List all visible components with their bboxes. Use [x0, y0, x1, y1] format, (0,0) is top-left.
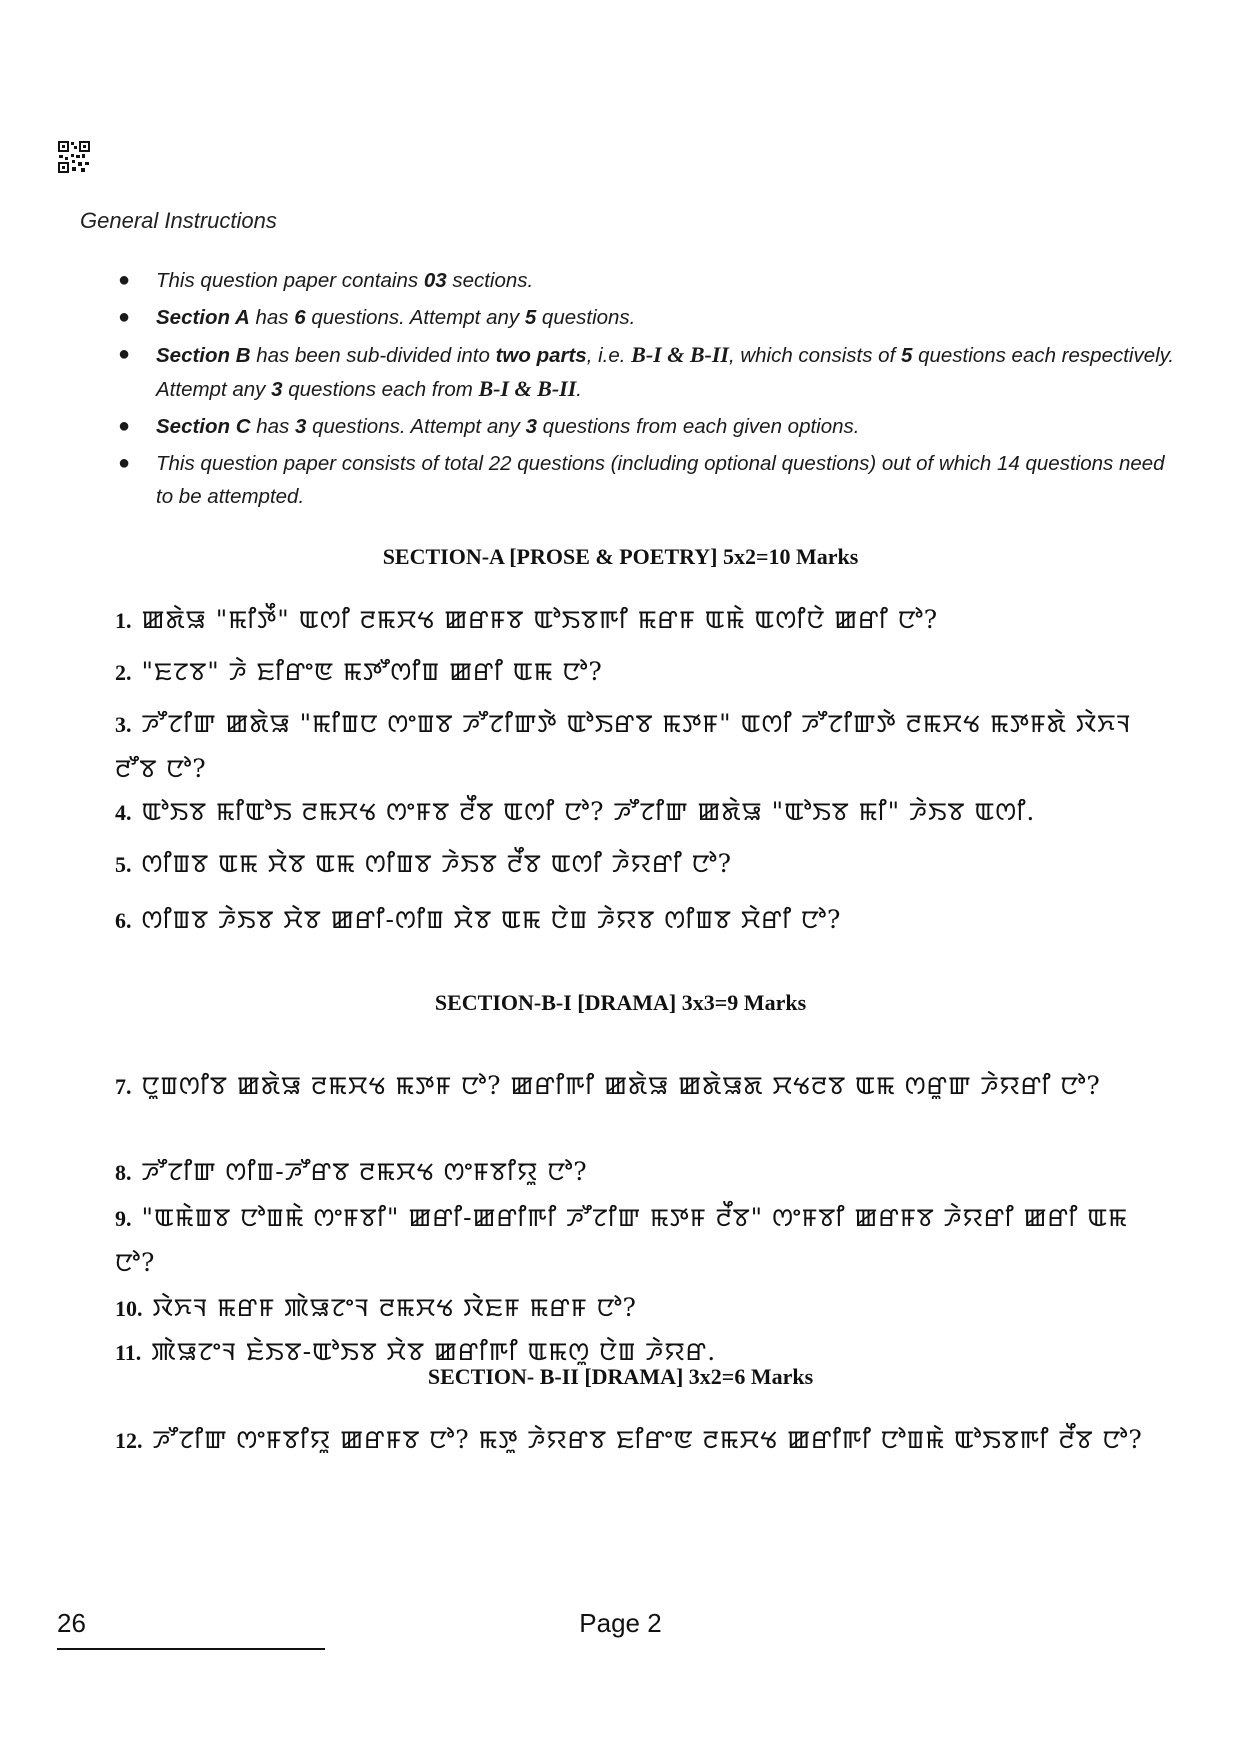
question-text: ꯑꯣꯏꯕ ꯃꯤꯑꯣꯏ ꯂꯃꯆꯠ ꯁꯦꯝꯕ ꯂꯩꯕ ꯑꯁꯤ ꯅꯣ? ꯍꯧꯖꯤꯛ ꯀꯗꯥꯎ "ꯑꯣꯏꯕ ꯃꯤ" ꯍꯥꯏꯕ ꯑꯁꯤ. — [141, 797, 1036, 826]
question-number: 10. — [115, 1296, 143, 1321]
instruction-item — [118, 301, 1178, 334]
instruction-emphasis: Section C — [156, 415, 251, 438]
instruction-text: has been sub-divided into — [250, 344, 496, 367]
instruction-emphasis: Section B — [156, 344, 251, 367]
instruction-emphasis: Section A — [156, 306, 250, 329]
instruction-text: , i.e. — [586, 344, 632, 367]
question-text: ꯁꯤꯡꯕ ꯍꯥꯏꯕ ꯆꯥꯕ ꯀꯔꯤ-ꯁꯤꯡ ꯆꯥꯕ ꯑꯃ ꯅꯥꯡ ꯍꯥꯌꯕ ꯁꯤꯡꯕ ꯆꯥꯔꯤ ꯅꯣ? — [141, 905, 842, 934]
question-text: "ꯐꯖꯕ" ꯍꯥ ꯐꯤꯔꯦꯟ ꯃꯇꯧꯁꯤꯡ ꯀꯔꯤ ꯑꯃ ꯅꯣ? — [141, 657, 603, 686]
instruction-emphasis: 3 — [525, 415, 537, 438]
instruction-text: This question paper consists of total 22 questions (including optional questions) out of which 14 questions need to be attempted. — [156, 452, 1165, 508]
question-text: ꯋꯥꯈꯜ ꯃꯔꯝ ꯄꯥꯎꯖꯦꯜ ꯂꯃꯆꯠ ꯋꯥꯐꯝ ꯃꯔꯝ ꯅꯣ? — [152, 1293, 637, 1322]
instruction-text: questions from each given options. — [536, 415, 860, 438]
instruction-text: questions. Attempt any — [305, 306, 525, 329]
instruction-text: This question paper contains — [156, 269, 424, 292]
question-text: ꯍꯧꯖꯤꯛ ꯁꯦꯝꯕꯤꯌꯨ ꯀꯔꯝꯕ ꯅꯣ? ꯃꯇꯨ ꯍꯥꯌꯔꯕ ꯐꯤꯔꯦꯟ ꯂꯃꯆꯠ ꯀꯔꯤꯒꯤ ꯅꯣꯡꯃꯥ ꯑꯣꯏꯕꯒꯤ ꯂꯩꯕ ꯅꯣ? — [152, 1425, 1143, 1454]
question-number: 1. — [115, 608, 132, 633]
instruction-text: , which consists of — [728, 344, 901, 367]
question-1 — [115, 598, 1175, 643]
footer-divider — [57, 1648, 325, 1650]
instruction-emphasis: 3 — [271, 378, 283, 401]
instruction-text: . — [576, 378, 582, 401]
instruction-item — [118, 410, 1178, 443]
section-b2-heading: SECTION- B-II [DRAMA] 3x2=6 Marks — [427, 1364, 814, 1389]
question-text: ꯄꯥꯎꯖꯦꯜ ꯐꯥꯏꯕ-ꯑꯣꯏꯕ ꯆꯥꯕ ꯀꯔꯤꯒꯤ ꯑꯃꯁꯨ ꯅꯥꯡ ꯍꯥꯌꯔ. — [151, 1337, 717, 1366]
instruction-emphasis: two parts — [495, 344, 587, 367]
general-instructions-title: General Instructions — [80, 208, 277, 233]
question-text: "ꯑꯃꯥꯡꯕ ꯅꯣꯡꯃꯥ ꯁꯦꯝꯕꯤ" ꯀꯔꯤ-ꯀꯔꯤꯒꯤ ꯍꯧꯖꯤꯛ ꯃꯇꯝ ꯂꯩꯕ" ꯁꯦꯝꯕꯤ ꯀꯔꯝꯕ ꯍꯥꯌꯔꯤ ꯀꯔꯤ ꯑꯃ ꯅꯣ? — [115, 1203, 1128, 1277]
question-number: 6. — [115, 908, 132, 933]
question-number: 12. — [115, 1428, 143, 1453]
instruction-text: has — [250, 415, 295, 438]
bullet-icon: ● — [118, 306, 131, 328]
instruction-emphasis: B-I & B-II — [478, 376, 577, 401]
instructions-list — [118, 264, 1178, 517]
question-number: 4. — [115, 800, 132, 825]
paper-code: 26 — [57, 1608, 86, 1638]
question-2 — [115, 650, 1175, 695]
question-7 — [115, 1064, 1175, 1109]
qr-code-icon — [57, 140, 91, 174]
question-number: 8. — [115, 1160, 132, 1185]
bullet-icon: ● — [118, 452, 131, 474]
instruction-emphasis: 03 — [423, 269, 447, 292]
instruction-item — [118, 447, 1178, 513]
question-number: 7. — [115, 1074, 132, 1099]
question-text: ꯅꯨꯡꯁꯤꯕ ꯀꯗꯥꯎ ꯂꯃꯆꯠ ꯃꯇꯝ ꯅꯣ? ꯀꯔꯤꯒꯤ ꯀꯗꯥꯎ ꯀꯗꯥꯎꯗ ꯆꯠꯂꯕ ꯑꯃ ꯁꯔꯨꯛ ꯍꯥꯌꯔꯤ ꯅꯣ? — [141, 1071, 1101, 1100]
question-5 — [115, 842, 1175, 887]
instruction-text: has — [249, 306, 295, 329]
question-text: ꯀꯗꯥꯎ "ꯃꯤꯇꯩ" ꯑꯁꯤ ꯂꯃꯆꯠ ꯀꯔꯝꯕ ꯑꯣꯏꯕꯒꯤ ꯃꯔꯝ ꯑꯃꯥ ꯑꯁꯤꯅꯥ ꯀꯔꯤ ꯅꯣ? — [141, 605, 939, 634]
instruction-emphasis: 5 — [900, 344, 913, 367]
question-number: 9. — [115, 1206, 132, 1231]
question-text: ꯍꯧꯖꯤꯛ ꯀꯗꯥꯎ "ꯃꯤꯡꯅ ꯁꯦꯡꯕ ꯍꯧꯖꯤꯛꯇꯥ ꯑꯣꯏꯔꯕ ꯃꯇꯝ" ꯑꯁꯤ ꯍꯧꯖꯤꯛꯇꯥ ꯂꯃꯆꯠ ꯃꯇꯝꯗꯥ ꯋꯥꯈꯜ ꯂꯧꯕ ꯅꯣ? — [115, 709, 1132, 783]
instruction-item — [118, 264, 1178, 297]
section-b1-heading: SECTION-B-I [DRAMA] 3x3=9 Marks — [434, 990, 807, 1015]
instruction-emphasis: 6 — [294, 306, 306, 329]
section-a-heading: SECTION-A [PROSE & POETRY] 5x2=10 Marks — [382, 544, 859, 569]
question-8 — [115, 1150, 1175, 1195]
bullet-icon: ● — [118, 343, 131, 365]
bullet-icon: ● — [118, 269, 131, 291]
instruction-text: questions. — [536, 306, 636, 329]
question-3 — [115, 702, 1175, 792]
instruction-text: questions each respectively. Attempt any — [156, 344, 1175, 401]
question-12 — [115, 1418, 1175, 1463]
instruction-emphasis: 5 — [524, 306, 537, 329]
question-number: 2. — [115, 660, 132, 685]
question-10 — [115, 1286, 1175, 1331]
instruction-emphasis: B-I & B-II — [631, 342, 729, 367]
instruction-text: questions each from — [282, 378, 479, 401]
question-text: ꯁꯤꯡꯕ ꯑꯃ ꯆꯥꯕ ꯑꯃ ꯁꯤꯡꯕ ꯍꯥꯏꯕ ꯂꯩꯕ ꯑꯁꯤ ꯍꯥꯌꯔꯤ ꯅꯣ? — [141, 849, 733, 878]
page-number: Page 2 — [579, 1608, 662, 1638]
question-number: 3. — [115, 712, 132, 737]
instruction-text: questions. Attempt any — [306, 415, 526, 438]
question-text: ꯍꯧꯖꯤꯛ ꯁꯤꯡ-ꯍꯧꯔꯕ ꯂꯃꯆꯠ ꯁꯦꯝꯕꯤꯌꯨ ꯅꯣ? — [141, 1157, 588, 1186]
instruction-emphasis: 3 — [295, 415, 307, 438]
instruction-item — [118, 338, 1178, 406]
question-number: 11. — [115, 1340, 142, 1365]
bullet-icon: ● — [118, 415, 131, 437]
instruction-text: sections. — [446, 269, 534, 292]
question-number: 5. — [115, 852, 132, 877]
question-6 — [115, 898, 1175, 943]
question-9 — [115, 1196, 1175, 1286]
question-4 — [115, 790, 1175, 835]
